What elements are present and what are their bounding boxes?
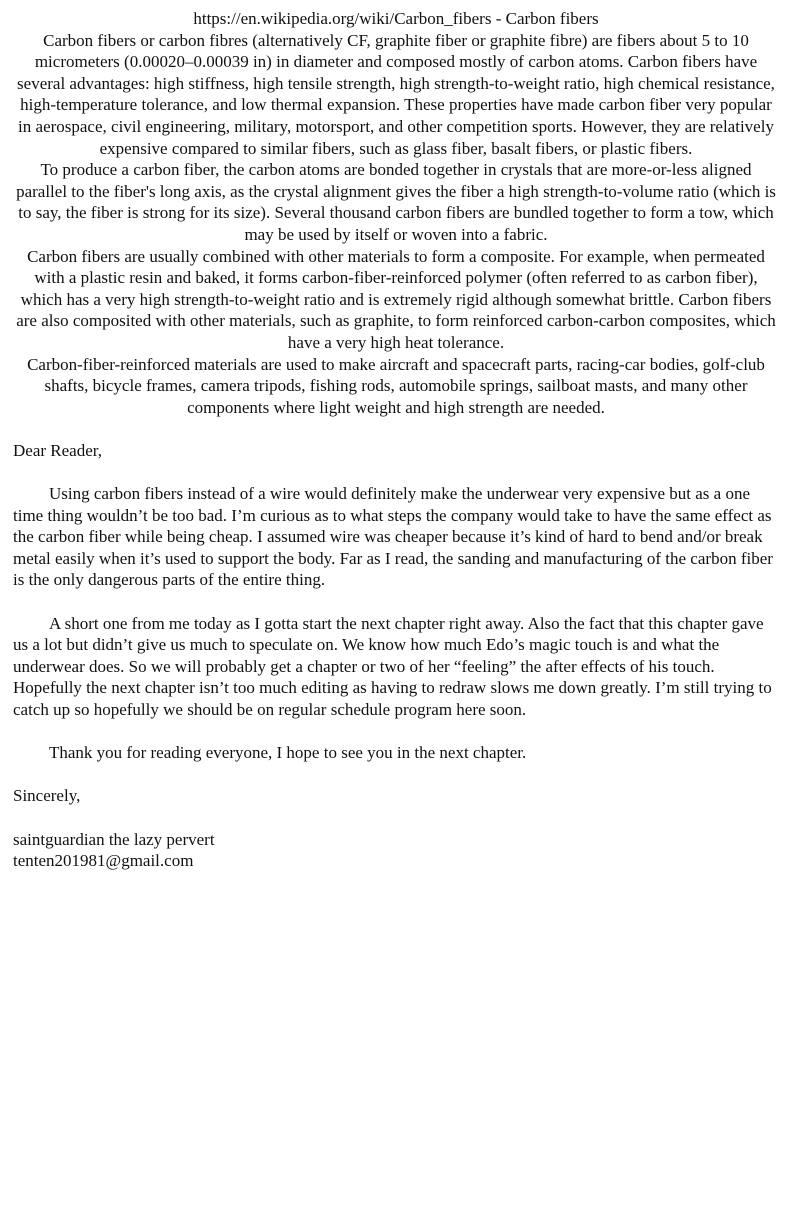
article-paragraph: To produce a carbon fiber, the carbon atoms are bonded together in crystals that are more-or-less aligned parallel to the fiber's long axis, as the crystal alignment gives the fiber a high strength-to-volume ratio (which is to say, the fiber is strong for its size). Several thousand carbon fibers are bundled together to form a tow, which may be used by itself or woven into a fabric. xyxy=(16,160,776,244)
signature-email: tenten201981@gmail.com xyxy=(13,851,194,871)
letter-closing: Sincerely, xyxy=(13,786,81,806)
letter-paragraph: Thank you for reading everyone, I hope to see you in the next chapter. xyxy=(49,743,527,763)
article-excerpt xyxy=(13,8,779,418)
letter-paragraph: Using carbon fibers instead of a wire would definitely make the underwear very expensive but as a one time thing wouldn’t be too bad. I’m curious as to what steps the company would take to have the same effect as the carbon fiber while being cheap. I assumed wire was cheaper because it’s kind of hard to bend and/or break metal easily when it’s used to support the body. Far as I read, the sanding and manufacturing of the carbon fiber is the only dangerous parts of the entire thing. xyxy=(13,484,773,590)
article-paragraph: Carbon fibers are usually combined with other materials to form a composite. For example, when permeated with a plastic resin and baked, it forms carbon-fiber-reinforced polymer (often referred to as carbon fiber), which has a very high strength-to-weight ratio and is extremely rigid although somewhat brittle. Carbon fibers are also composited with other materials, such as graphite, to form reinforced carbon-carbon composites, which have a very high heat tolerance. xyxy=(16,246,776,352)
signature-name: saintguardian the lazy pervert xyxy=(13,829,215,849)
article-paragraph: Carbon-fiber-reinforced materials are used to make aircraft and spacecraft parts, racing-car bodies, golf-club shafts, bicycle frames, camera tripods, fishing rods, automobile springs, sailboat masts, and many other components where light weight and high strength are needed. xyxy=(27,354,765,417)
author-letter xyxy=(13,440,779,872)
letter-paragraph: A short one from me today as I gotta start the next chapter right away. Also the fact that this chapter gave us a lot but didn’t give us much to speculate on. We know how much Edo’s magic touch is and what the underwear does. So we will probably get a chapter or two of her “feeling” the after effects of his touch. Hopefully the next chapter isn’t too much editing as having to redraw slows me down greatly. I’m still trying to catch up so hopefully we should be on regular schedule program here soon. xyxy=(13,613,772,719)
page-title: https://en.wikipedia.org/wiki/Carbon_fibers - Carbon fibers xyxy=(193,9,599,28)
letter-salutation: Dear Reader, xyxy=(13,440,102,460)
article-paragraph: Carbon fibers or carbon fibres (alternatively CF, graphite fiber or graphite fibre) are fibers about 5 to 10 micrometers (0.00020–0.00039 in) in diameter and composed mostly of carbon atoms. Carbon fibers have several advantages: high stiffness, high tensile strength, high strength-to-weight ratio, high chemical resistance, high-temperature tolerance, and low thermal expansion. These properties have made carbon fiber very popular in aerospace, civil engineering, military, motorsport, and other competition sports. However, they are relatively expensive compared to similar fibers, such as glass fiber, basalt fibers, or plastic fibers. xyxy=(17,30,775,158)
